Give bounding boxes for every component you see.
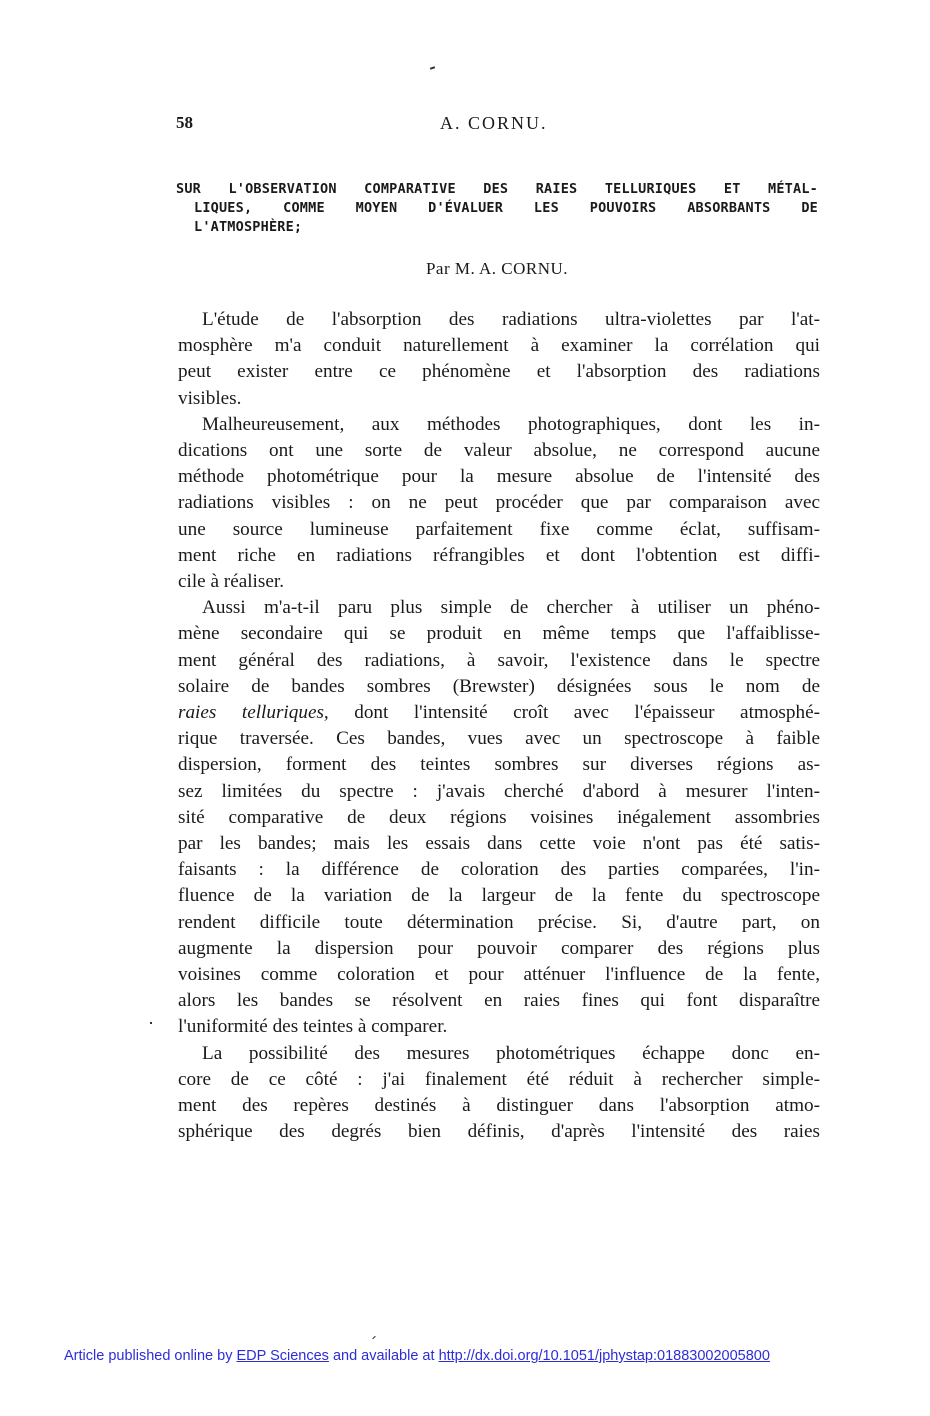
footer-middle: and available at bbox=[328, 1348, 439, 1364]
text-line: ment riche en radiations réfrangibles et dont l'obtention est diffi- bbox=[178, 544, 820, 566]
text-line: Aussi m'a-t-il paru plus simple de chercher à utiliser un phéno- bbox=[202, 597, 820, 619]
text-line: méthode photométrique pour la mesure absolue de l'intensité des bbox=[178, 466, 820, 488]
text-line: dications ont une sorte de valeur absolue, ne correspond aucune bbox=[178, 440, 820, 462]
text-line: une source lumineuse parfaitement fixe comme éclat, suffisam- bbox=[178, 518, 820, 540]
text-line: ment des repères destinés à distinguer dans l'absorption atmo- bbox=[178, 1095, 820, 1117]
text-line: alors les bandes se résolvent en raies fines qui font disparaître bbox=[178, 990, 820, 1012]
publisher-link[interactable]: EDP Sciences bbox=[236, 1348, 329, 1364]
text-line: radiations visibles : on ne peut procéder que par comparaison avec bbox=[178, 492, 820, 514]
text-line: mosphère m'a conduit naturellement à examiner la corrélation qui bbox=[178, 335, 820, 357]
italic-term: raies telluriques, bbox=[178, 702, 329, 724]
text-line: rendent difficile toute détermination précise. Si, d'autre part, on bbox=[178, 911, 820, 933]
text-line: La possibilité des mesures photométriques échappe donc en- bbox=[202, 1042, 820, 1064]
scan-speck bbox=[430, 66, 435, 70]
footer-notice bbox=[64, 1348, 770, 1364]
text-line: visibles. bbox=[178, 387, 242, 409]
text-line: augmente la dispersion pour pouvoir comparer des régions plus bbox=[178, 937, 820, 959]
text-line: faisants : la différence de coloration des parties comparées, l'in- bbox=[178, 859, 820, 881]
footer-prefix: Article published online by bbox=[64, 1348, 237, 1364]
article-body bbox=[178, 307, 820, 1146]
scan-speck bbox=[150, 1022, 152, 1024]
scan-speck bbox=[372, 1336, 376, 1340]
text-line: l'uniformité des teintes à comparer. bbox=[178, 1016, 448, 1038]
text-line: sphérique des degrés bien définis, d'après l'intensité des raies bbox=[178, 1121, 820, 1143]
text-line: ment général des radiations, à savoir, l'existence dans le spectre bbox=[178, 649, 820, 671]
text-line: sez limitées du spectre : j'avais cherché d'abord à mesurer l'inten- bbox=[178, 780, 820, 802]
text-line-italic-lead: raies telluriques, dont l'intensité croît avec l'épaisseur atmosphé- bbox=[178, 702, 820, 724]
text-line: core de ce côté : j'ai finalement été réduit à rechercher simple- bbox=[178, 1068, 820, 1090]
page-number: 58 bbox=[176, 113, 193, 132]
title-line: SUR L'OBSERVATION COMPARATIVE DES RAIES TELLURIQUES ET MÉTAL- bbox=[176, 181, 818, 197]
text-line: cile à réaliser. bbox=[178, 571, 284, 593]
text-line: rique traversée. Ces bandes, vues avec un spectroscope à faible bbox=[178, 728, 820, 750]
text-line: L'étude de l'absorption des radiations ultra-violettes par l'at- bbox=[202, 309, 820, 330]
article-title bbox=[176, 180, 818, 237]
text-line: peut exister entre ce phénomène et l'absorption des radiations bbox=[178, 361, 820, 383]
text-line: mène secondaire qui se produit en même temps que l'affaiblisse- bbox=[178, 623, 820, 645]
text-line: dispersion, forment des teintes sombres sur diverses régions as- bbox=[178, 754, 820, 776]
text-line: solaire de bandes sombres (Brewster) désignées sous le nom de bbox=[178, 675, 820, 697]
running-head: A. CORNU. bbox=[440, 113, 548, 133]
title-line: L'ATMOSPHÈRE; bbox=[194, 219, 303, 235]
text-line: Malheureusement, aux méthodes photographiques, dont les in- bbox=[202, 413, 820, 435]
title-line: LIQUES, COMME MOYEN D'ÉVALUER LES POUVOIRS ABSORBANTS DE bbox=[194, 200, 818, 216]
byline: Par M. A. CORNU. bbox=[425, 259, 569, 278]
text-line: voisines comme coloration et pour atténuer l'influence de la fente, bbox=[178, 964, 820, 986]
doi-link[interactable]: http://dx.doi.org/10.1051/jphystap:01883002005800 bbox=[438, 1348, 770, 1364]
text-line: par les bandes; mais les essais dans cette voie n'ont pas été satis- bbox=[178, 833, 820, 855]
text-line: fluence de la variation de la largeur de la fente du spectroscope bbox=[178, 885, 820, 907]
text-line: sité comparative de deux régions voisines inégalement assombries bbox=[178, 806, 820, 828]
